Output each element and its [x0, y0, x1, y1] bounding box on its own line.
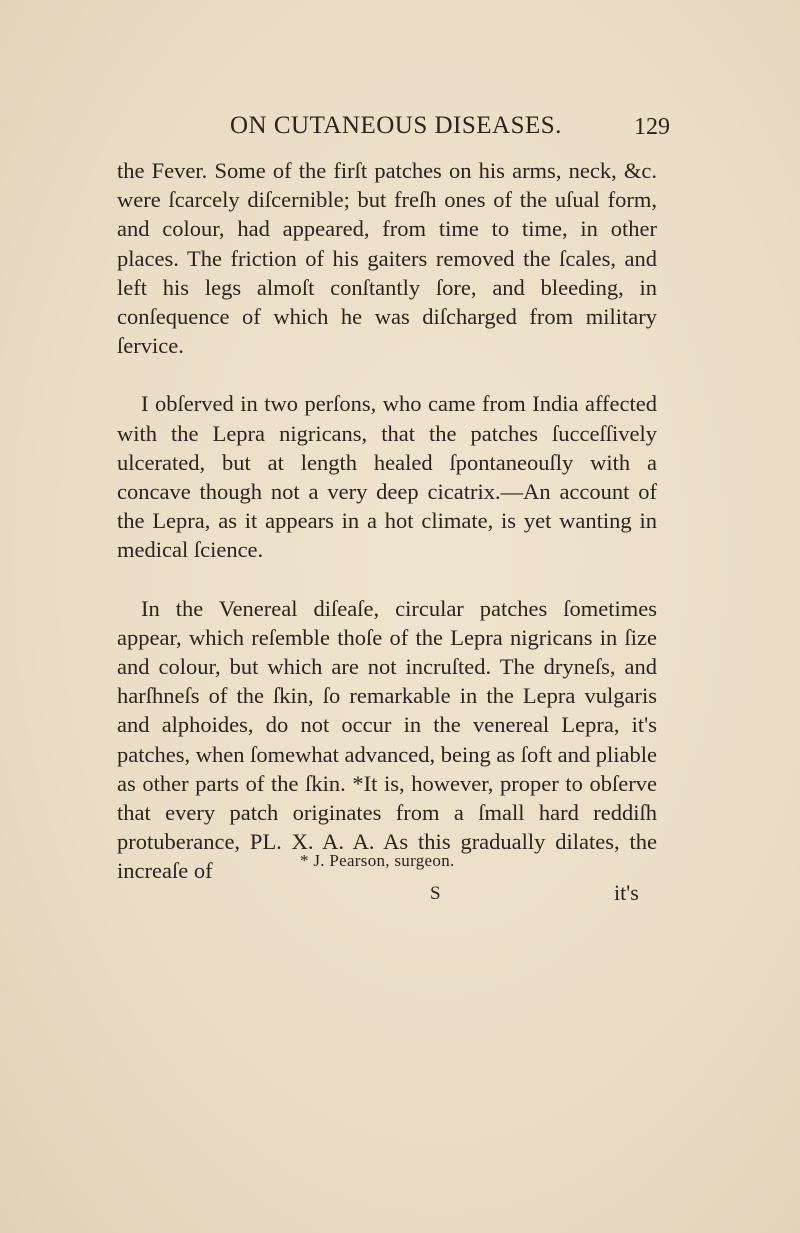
body-text: [117, 156, 657, 886]
paragraph-2: I obſerved in two perſons, who came from India affected with the Lepra nigricans, that the patches ſucceſſively ulcerated, but at length healed ſpontaneouſly with a concave though not a very deep cicatrix.—An account of the Lepra, as it appears in a hot climate, is yet wanting in medical ſcience.: [117, 391, 657, 563]
footnote: * J. Pearson, surgeon.: [300, 851, 455, 870]
running-title: ON CUTANEOUS DISEASES.: [230, 112, 562, 139]
paragraph-1: the Fever. Some of the firſt patches on his arms, neck, &c. were ſcarcely diſcernible; but freſh ones of the uſual form, and colour, had appeared, from time to time, in other places. The friction of his gaiters removed the ſcales, and left his legs almoſt conſtantly ſore, and bleeding, in conſequence of which he was diſcharged from military ſervice.: [117, 158, 657, 359]
page-number: 129: [634, 114, 670, 140]
catchword: it's: [614, 880, 639, 905]
running-head: [230, 112, 670, 146]
paragraph-3: In the Venereal diſeaſe, circular patches ſometimes appear, which reſemble thoſe of the Lepra nigricans in ſize and colour, but which are not incruſted. The dryneſs, and harſhneſs of the ſkin, ſo remarkable in the Lepra vulgaris and alphoides, do not occur in the venereal Lepra, it's patches, when ſomewhat advanced, being as ſoft and pliable as other parts of the ſkin. *It is, however, proper to obſerve that every patch originates from a ſmall hard reddiſh protuberance, PL. X. A. A. As this gradually dilates, the increaſe of: [117, 595, 657, 884]
signature-mark: S: [430, 883, 441, 904]
